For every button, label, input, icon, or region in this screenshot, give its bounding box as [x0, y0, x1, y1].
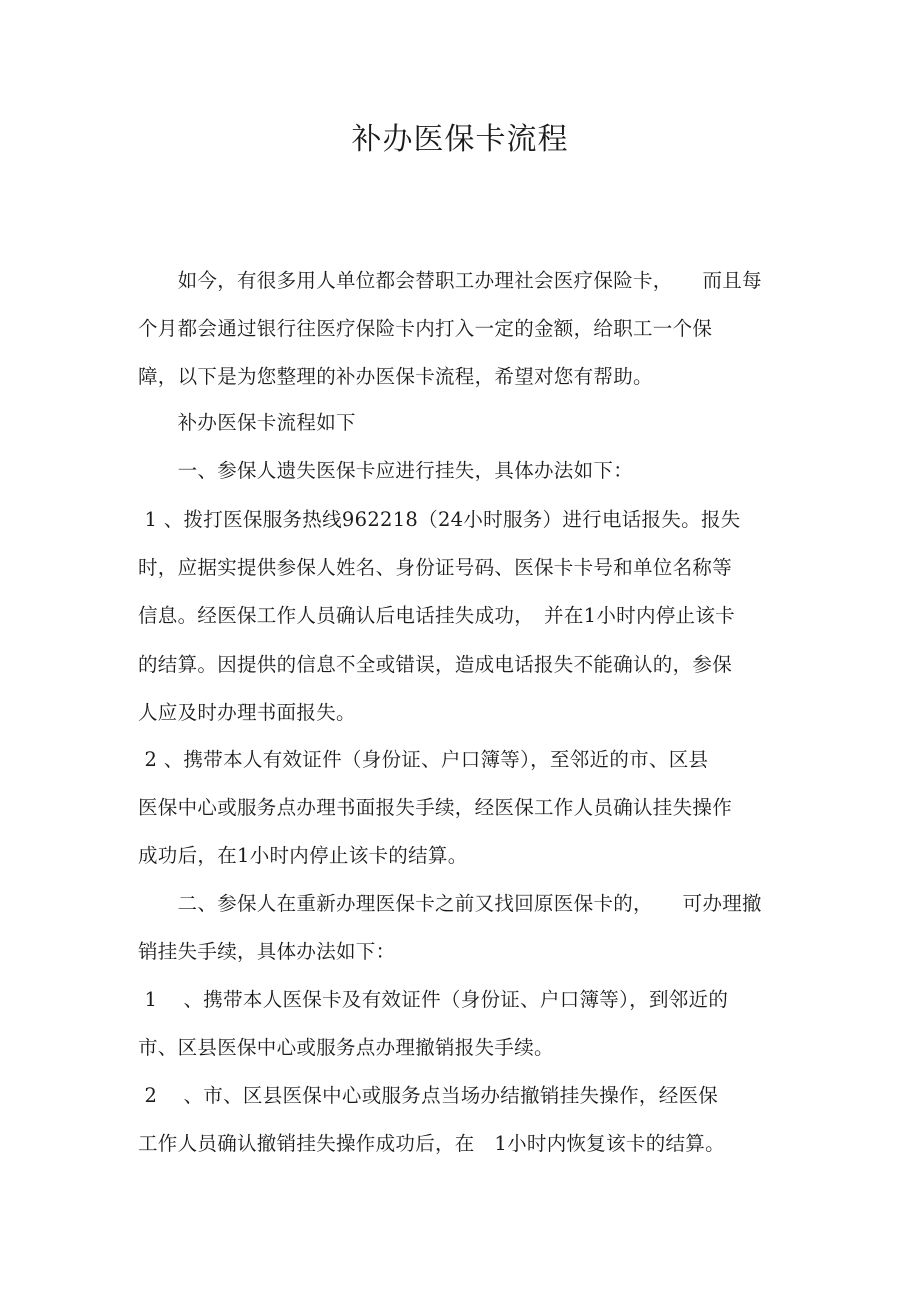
paragraph-line: 销挂失手续，具体办法如下：	[138, 940, 396, 963]
paragraph-line: 市、区县医保中心或服务点办理撤销报失手续。	[138, 1036, 554, 1059]
section-heading: 一、参保人遗失医保卡应进行挂失，具体办法如下：	[138, 459, 634, 482]
paragraph-line: 2 、市、区县医保中心或服务点当场办结撤销挂失操作，经医保	[138, 1084, 719, 1107]
paragraph-line: 人应及时办理书面报失。	[138, 701, 356, 724]
paragraph-line: 的结算。因提供的信息不全或错误，造成电话报失不能确认的，参保	[138, 653, 733, 676]
paragraph-line: 成功后，在1小时内停止该卡的结算。	[138, 844, 468, 867]
paragraph-line: 工作人员确认撤销挂失操作成功后，在 1小时内恢复该卡的结算。	[138, 1132, 725, 1155]
paragraph-line: 障，以下是为您整理的补办医保卡流程，希望对您有帮助。	[138, 365, 653, 388]
paragraph-line: 1 、拨打医保服务热线962218（24小时服务）进行电话报失。报失	[138, 508, 741, 531]
section-heading: 二、参保人在重新办理医保卡之前又找回原医保卡的， 可办理撤	[138, 892, 762, 915]
paragraph-line: 信息。经医保工作人员确认后电话挂失成功， 并在1小时内停止该卡	[138, 604, 735, 627]
paragraph-line: 补办医保卡流程如下	[138, 411, 356, 434]
paragraph-line: 如今，有很多用人单位都会替职工办理社会医疗保险卡， 而且每	[138, 269, 762, 292]
paragraph-line: 2 、携带本人有效证件（身份证、户口簿等），至邻近的市、区县	[138, 748, 709, 771]
paragraph-line: 个月都会通过银行往医疗保险卡内打入一定的金额，给职工一个保	[138, 317, 713, 340]
paragraph-line: 医保中心或服务点办理书面报失手续，经医保工作人员确认挂失操作	[138, 796, 733, 819]
paragraph-line: 时，应据实提供参保人姓名、身份证号码、医保卡卡号和单位名称等	[138, 556, 733, 579]
paragraph-line: 1 、携带本人医保卡及有效证件（身份证、户口簿等），到邻近的	[138, 988, 729, 1011]
document-title: 补办医保卡流程	[351, 122, 569, 157]
